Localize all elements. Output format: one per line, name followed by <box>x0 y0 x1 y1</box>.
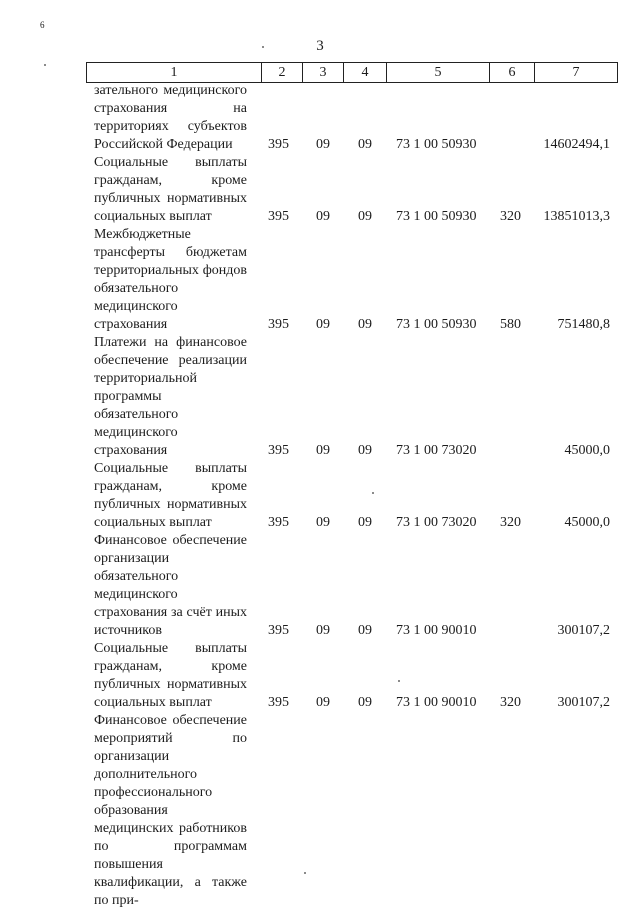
corner-mark: 6 <box>40 20 45 30</box>
column-header-3: 3 <box>302 63 343 82</box>
scan-speck <box>372 492 374 494</box>
column-header-7: 7 <box>534 63 618 82</box>
cell-col2: 395 <box>268 443 289 458</box>
cell-col4: 09 <box>358 137 372 152</box>
row-description: Социальные выплаты гражданам, кроме публичных нормативных социальных выплат <box>94 461 247 530</box>
cell-col3: 09 <box>316 137 330 152</box>
cell-col4: 09 <box>358 623 372 638</box>
row-description: зательного медицинского страхования на территориях субъектов Российской Федерации <box>94 83 247 152</box>
column-header-1: 1 <box>86 63 261 82</box>
cell-col6: 580 <box>500 317 521 332</box>
cell-col5: 73 1 00 90010 <box>396 695 477 710</box>
cell-col5: 73 1 00 73020 <box>396 443 477 458</box>
table-row <box>94 460 634 532</box>
row-description: Социальные выплаты гражданам, кроме публичных нормативных социальных выплат <box>94 155 247 224</box>
table-row <box>94 532 634 640</box>
row-description: Социальные выплаты гражданам, кроме публичных нормативных социальных выплат <box>94 641 247 710</box>
page-number: 3 <box>316 38 324 54</box>
table-row <box>94 334 634 460</box>
row-description: Межбюджетные трансферты бюджетам территориальных фондов обязательного медицинского страхования <box>94 227 247 332</box>
cell-col7: 300107,2 <box>557 695 610 710</box>
cell-col6: 320 <box>500 695 521 710</box>
row-description: Финансовое обеспечение мероприятий по организации дополнительного профессионального образования медицинских работников по программам повышения квалификации, а также по при- <box>94 713 247 908</box>
cell-col4: 09 <box>358 695 372 710</box>
cell-col5: 73 1 00 50930 <box>396 137 477 152</box>
cell-col3: 09 <box>316 443 330 458</box>
cell-col2: 395 <box>268 209 289 224</box>
table-row <box>94 640 634 712</box>
cell-col3: 09 <box>316 317 330 332</box>
table-row <box>94 154 634 226</box>
cell-col3: 09 <box>316 209 330 224</box>
cell-col7: 300107,2 <box>557 623 610 638</box>
cell-col5: 73 1 00 90010 <box>396 623 477 638</box>
cell-col4: 09 <box>358 515 372 530</box>
cell-col2: 395 <box>268 695 289 710</box>
cell-col7: 45000,0 <box>564 515 610 530</box>
table-body <box>94 82 634 910</box>
scan-speck <box>304 872 306 874</box>
cell-col3: 09 <box>316 695 330 710</box>
cell-col5: 73 1 00 50930 <box>396 209 477 224</box>
cell-col4: 09 <box>358 209 372 224</box>
scan-speck <box>44 64 46 66</box>
column-header-4: 4 <box>343 63 386 82</box>
row-description: Платежи на финансовое обеспечение реализации территориальной программы обязательного медицинского страхования <box>94 335 247 458</box>
cell-col2: 395 <box>268 317 289 332</box>
scan-speck <box>262 46 264 48</box>
column-header-6: 6 <box>489 63 534 82</box>
row-description: Финансовое обеспечение организации обязательного медицинского страхования за счёт иных источников <box>94 533 247 638</box>
cell-col3: 09 <box>316 515 330 530</box>
cell-col5: 73 1 00 73020 <box>396 515 477 530</box>
table-row <box>94 226 634 334</box>
cell-col6: 320 <box>500 209 521 224</box>
column-header-2: 2 <box>261 63 302 82</box>
cell-col7: 751480,8 <box>557 317 610 332</box>
cell-col4: 09 <box>358 317 372 332</box>
cell-col7: 13851013,3 <box>543 209 610 224</box>
cell-col7: 45000,0 <box>564 443 610 458</box>
table-header-row <box>86 62 618 83</box>
table-row <box>94 82 634 154</box>
column-header-5: 5 <box>386 63 489 82</box>
cell-col2: 395 <box>268 515 289 530</box>
cell-col4: 09 <box>358 443 372 458</box>
cell-col7: 14602494,1 <box>543 137 610 152</box>
cell-col5: 73 1 00 50930 <box>396 317 477 332</box>
cell-col3: 09 <box>316 623 330 638</box>
cell-col2: 395 <box>268 137 289 152</box>
cell-col6: 320 <box>500 515 521 530</box>
cell-col2: 395 <box>268 623 289 638</box>
table-row <box>94 712 634 910</box>
scan-speck <box>398 680 400 682</box>
